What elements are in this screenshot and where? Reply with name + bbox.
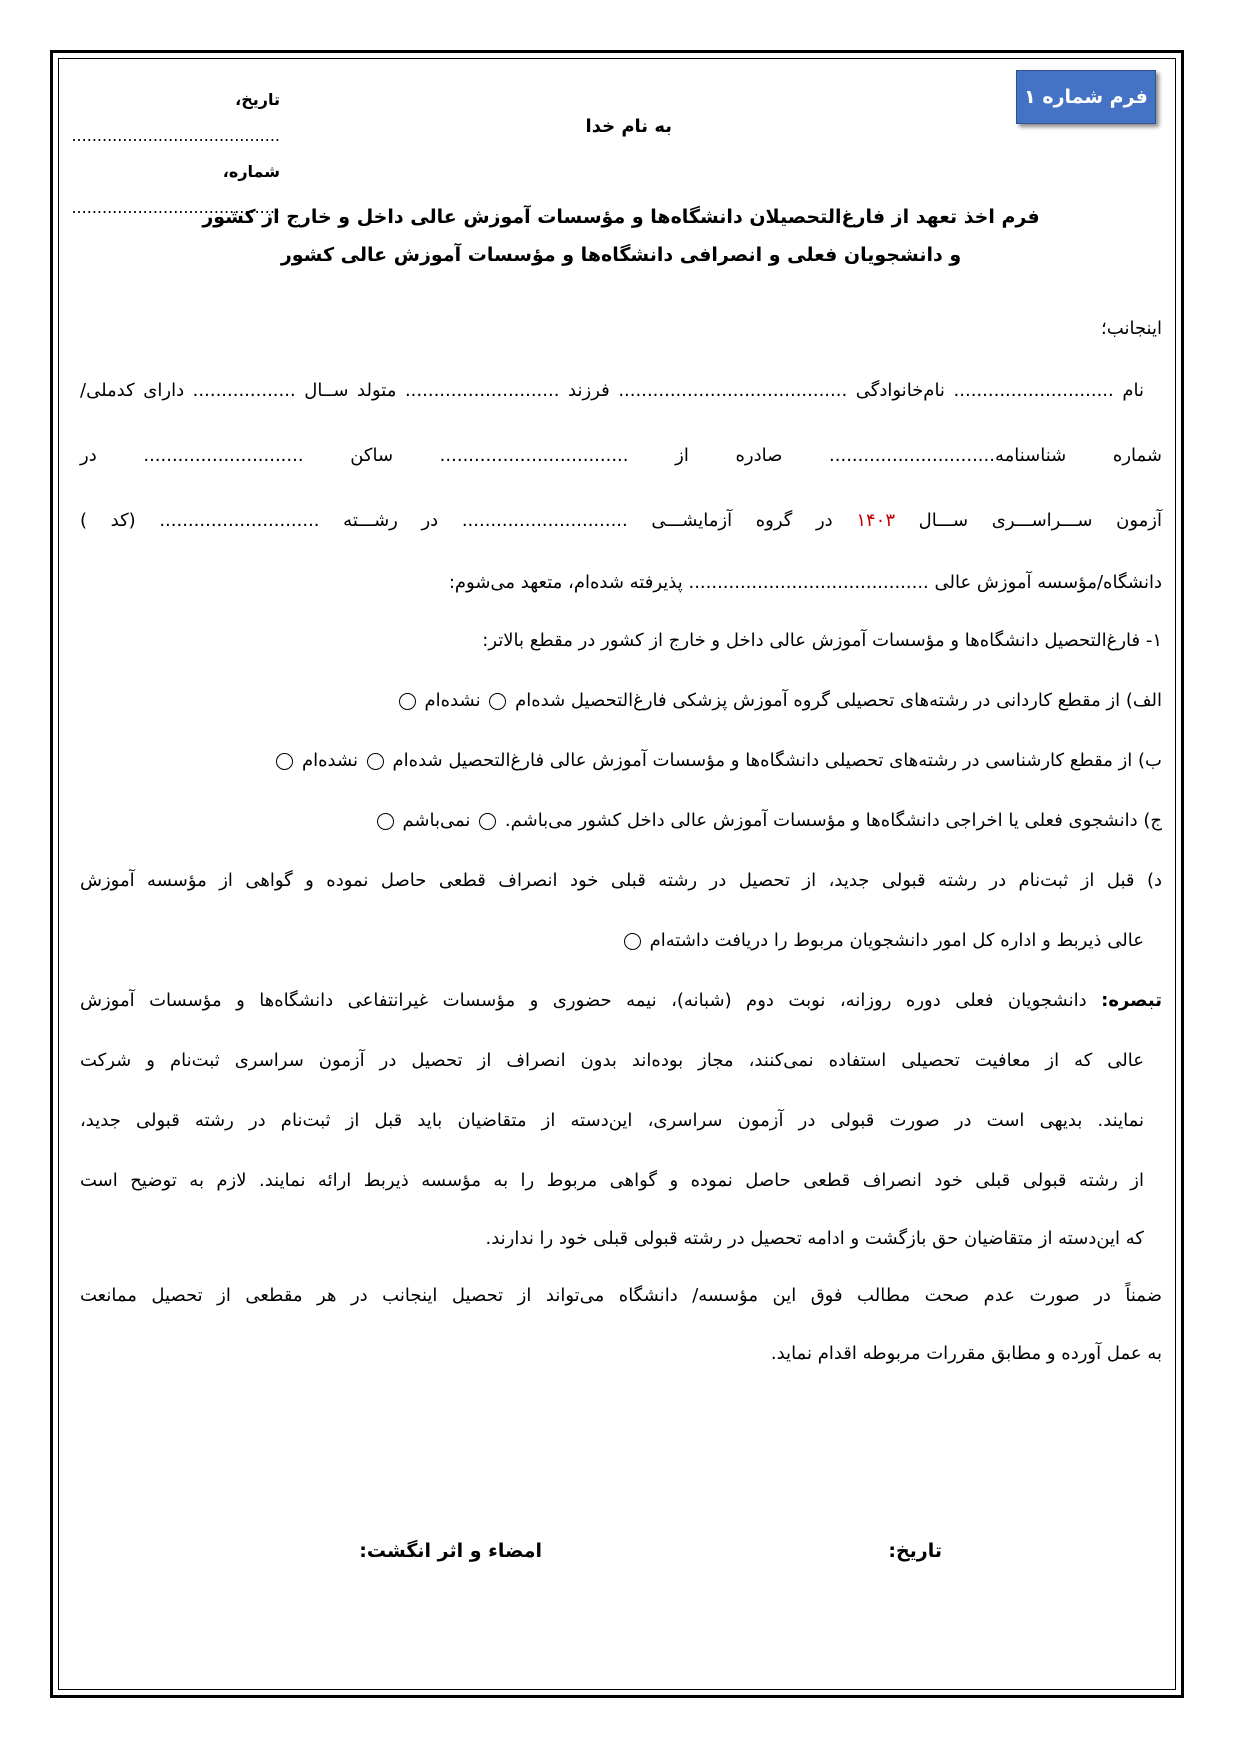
name-line[interactable]: نام ............................ نام‌خانوادگی ........................................ فرزند ........................... متولد ســال .................. دارای کدملی/ [80, 380, 1144, 401]
item-jim-no-label: نمی‌باشم [402, 810, 471, 831]
number-label: شماره، [222, 162, 280, 181]
title-line-1: فرم اخذ تعهد از فارغ‌التحصیلان دانشگاه‌ها و مؤسسات آموزش عالی داخل و خارج از کشور [202, 206, 1040, 228]
item-be [80, 750, 1162, 771]
item-be-text: ب) از مقطع کارشناسی در رشته‌های تحصیلی دانشگاه‌ها و مؤسسات آموزش عالی فارغ‌التحصیل شده‌ام [392, 750, 1162, 771]
final-line-1: ضمناً در صورت عدم صحت مطالب فوق این مؤسسه/ دانشگاه می‌تواند از تحصیل اینجانب در هر مقطعی از تحصیل ممانعت [80, 1285, 1162, 1306]
date-row [71, 82, 280, 154]
note-text-1: دانشجویان فعلی دوره روزانه، نوبت دوم (شبانه)، نیمه حضوری و مؤسسات غیرانتفاعی دانشگاه‌ها و مؤسسات آموزش [80, 990, 1087, 1011]
footer-date-label[interactable]: تاریخ: [888, 1540, 942, 1562]
item-1: ۱- فارغ‌التحصیل دانشگاه‌ها و مؤسسات آموزش عالی داخل و خارج از کشور در مقطع بالاتر: [482, 630, 1162, 651]
radio-be-no[interactable] [276, 753, 293, 770]
intro-text: اینجانب؛ [1101, 318, 1162, 339]
radio-alef-no[interactable] [399, 693, 416, 710]
exam-text-a: آزمون ســـراســـری ســـال [918, 510, 1162, 531]
item-dal-line-2 [80, 930, 1162, 951]
item-jim-text: ج) دانشجوی فعلی یا اخراجی دانشگاه‌ها و مؤسسات آموزش عالی داخل کشور می‌باشم. [504, 810, 1162, 831]
signature-label[interactable]: امضاء و اثر انگشت: [359, 1540, 542, 1562]
exam-text-b: در گروه آزمایشـــی ............................. در رشـــته ............................ (کد ) [80, 510, 833, 531]
radio-jim-no[interactable] [377, 813, 394, 830]
date-field[interactable]: ......................................... [71, 126, 280, 145]
university-line[interactable]: دانشگاه/مؤسسه آموزش عالی .......................................... پذیرفته شده‌ام، متعهد می‌شوم: [448, 572, 1162, 593]
number-field[interactable]: ......................................... [71, 198, 280, 217]
exam-year: ۱۴۰۳ [856, 510, 895, 531]
item-dal-line-1: د) قبل از ثبت‌نام در رشته قبولی جدید، از تحصیل در رشته قبلی خود انصراف قطعی حاصل نموده و گواهی از مؤسسه آموزش [80, 870, 1162, 891]
item-alef-no-label: نشده‌ام [424, 690, 481, 711]
note-line-5: که این‌دسته از متقاضیان حق بازگشت و ادامه تحصیل در رشته قبولی قبلی خود را ندارند. [485, 1228, 1144, 1249]
bismillah-heading: به نام خدا [585, 116, 672, 137]
date-label: تاریخ، [235, 90, 280, 109]
note-label: تبصره: [1101, 990, 1162, 1011]
form-document [71, 60, 1162, 1680]
radio-alef-yes[interactable] [489, 693, 506, 710]
item-alef [80, 690, 1162, 711]
id-line[interactable]: شماره شناسنامه............................. صادره از ................................. ساکن ............................ در [80, 445, 1162, 466]
radio-dal[interactable] [624, 933, 641, 950]
note-line-4: از رشته قبولی قبلی خود انصراف قطعی حاصل نموده و گواهی مربوط را به مؤسسه ذیربط ارائه نمایند. لازم به توضیح است [80, 1170, 1144, 1191]
exam-line[interactable] [80, 510, 1162, 531]
note-line-2: عالی که از معافیت تحصیلی استفاده نمی‌کنند، مجاز بوده‌اند بدون انصراف از تحصیل در آزمون سراسری ثبت‌نام و شرکت [80, 1050, 1144, 1071]
final-line-2: به عمل آورده و مطابق مقررات مربوطه اقدام نماید. [770, 1343, 1162, 1364]
form-number-badge: فرم شماره ۱ [1016, 70, 1156, 124]
form-title [80, 198, 1162, 274]
note-line-3: نمایند. بدیهی است در صورت قبولی در آزمون سراسری، این‌دسته از متقاضیان باید قبل از ثبت‌نام در رشته قبولی جدید، [80, 1110, 1144, 1131]
item-be-no-label: نشده‌ام [301, 750, 359, 771]
radio-be-yes[interactable] [367, 753, 384, 770]
item-jim [80, 810, 1162, 831]
item-dal-text: عالی ذیربط و اداره کل امور دانشجویان مربوط را دریافت داشته‌ام [649, 930, 1144, 951]
title-line-2: و دانشجویان فعلی و انصرافی دانشگاه‌ها و مؤسسات آموزش عالی کشور [280, 244, 962, 266]
note-line-1 [80, 990, 1162, 1011]
item-alef-text: الف) از مقطع کاردانی در رشته‌های تحصیلی گروه آموزش پزشکی فارغ‌التحصیل شده‌ام [515, 690, 1162, 711]
radio-jim-yes[interactable] [479, 813, 496, 830]
